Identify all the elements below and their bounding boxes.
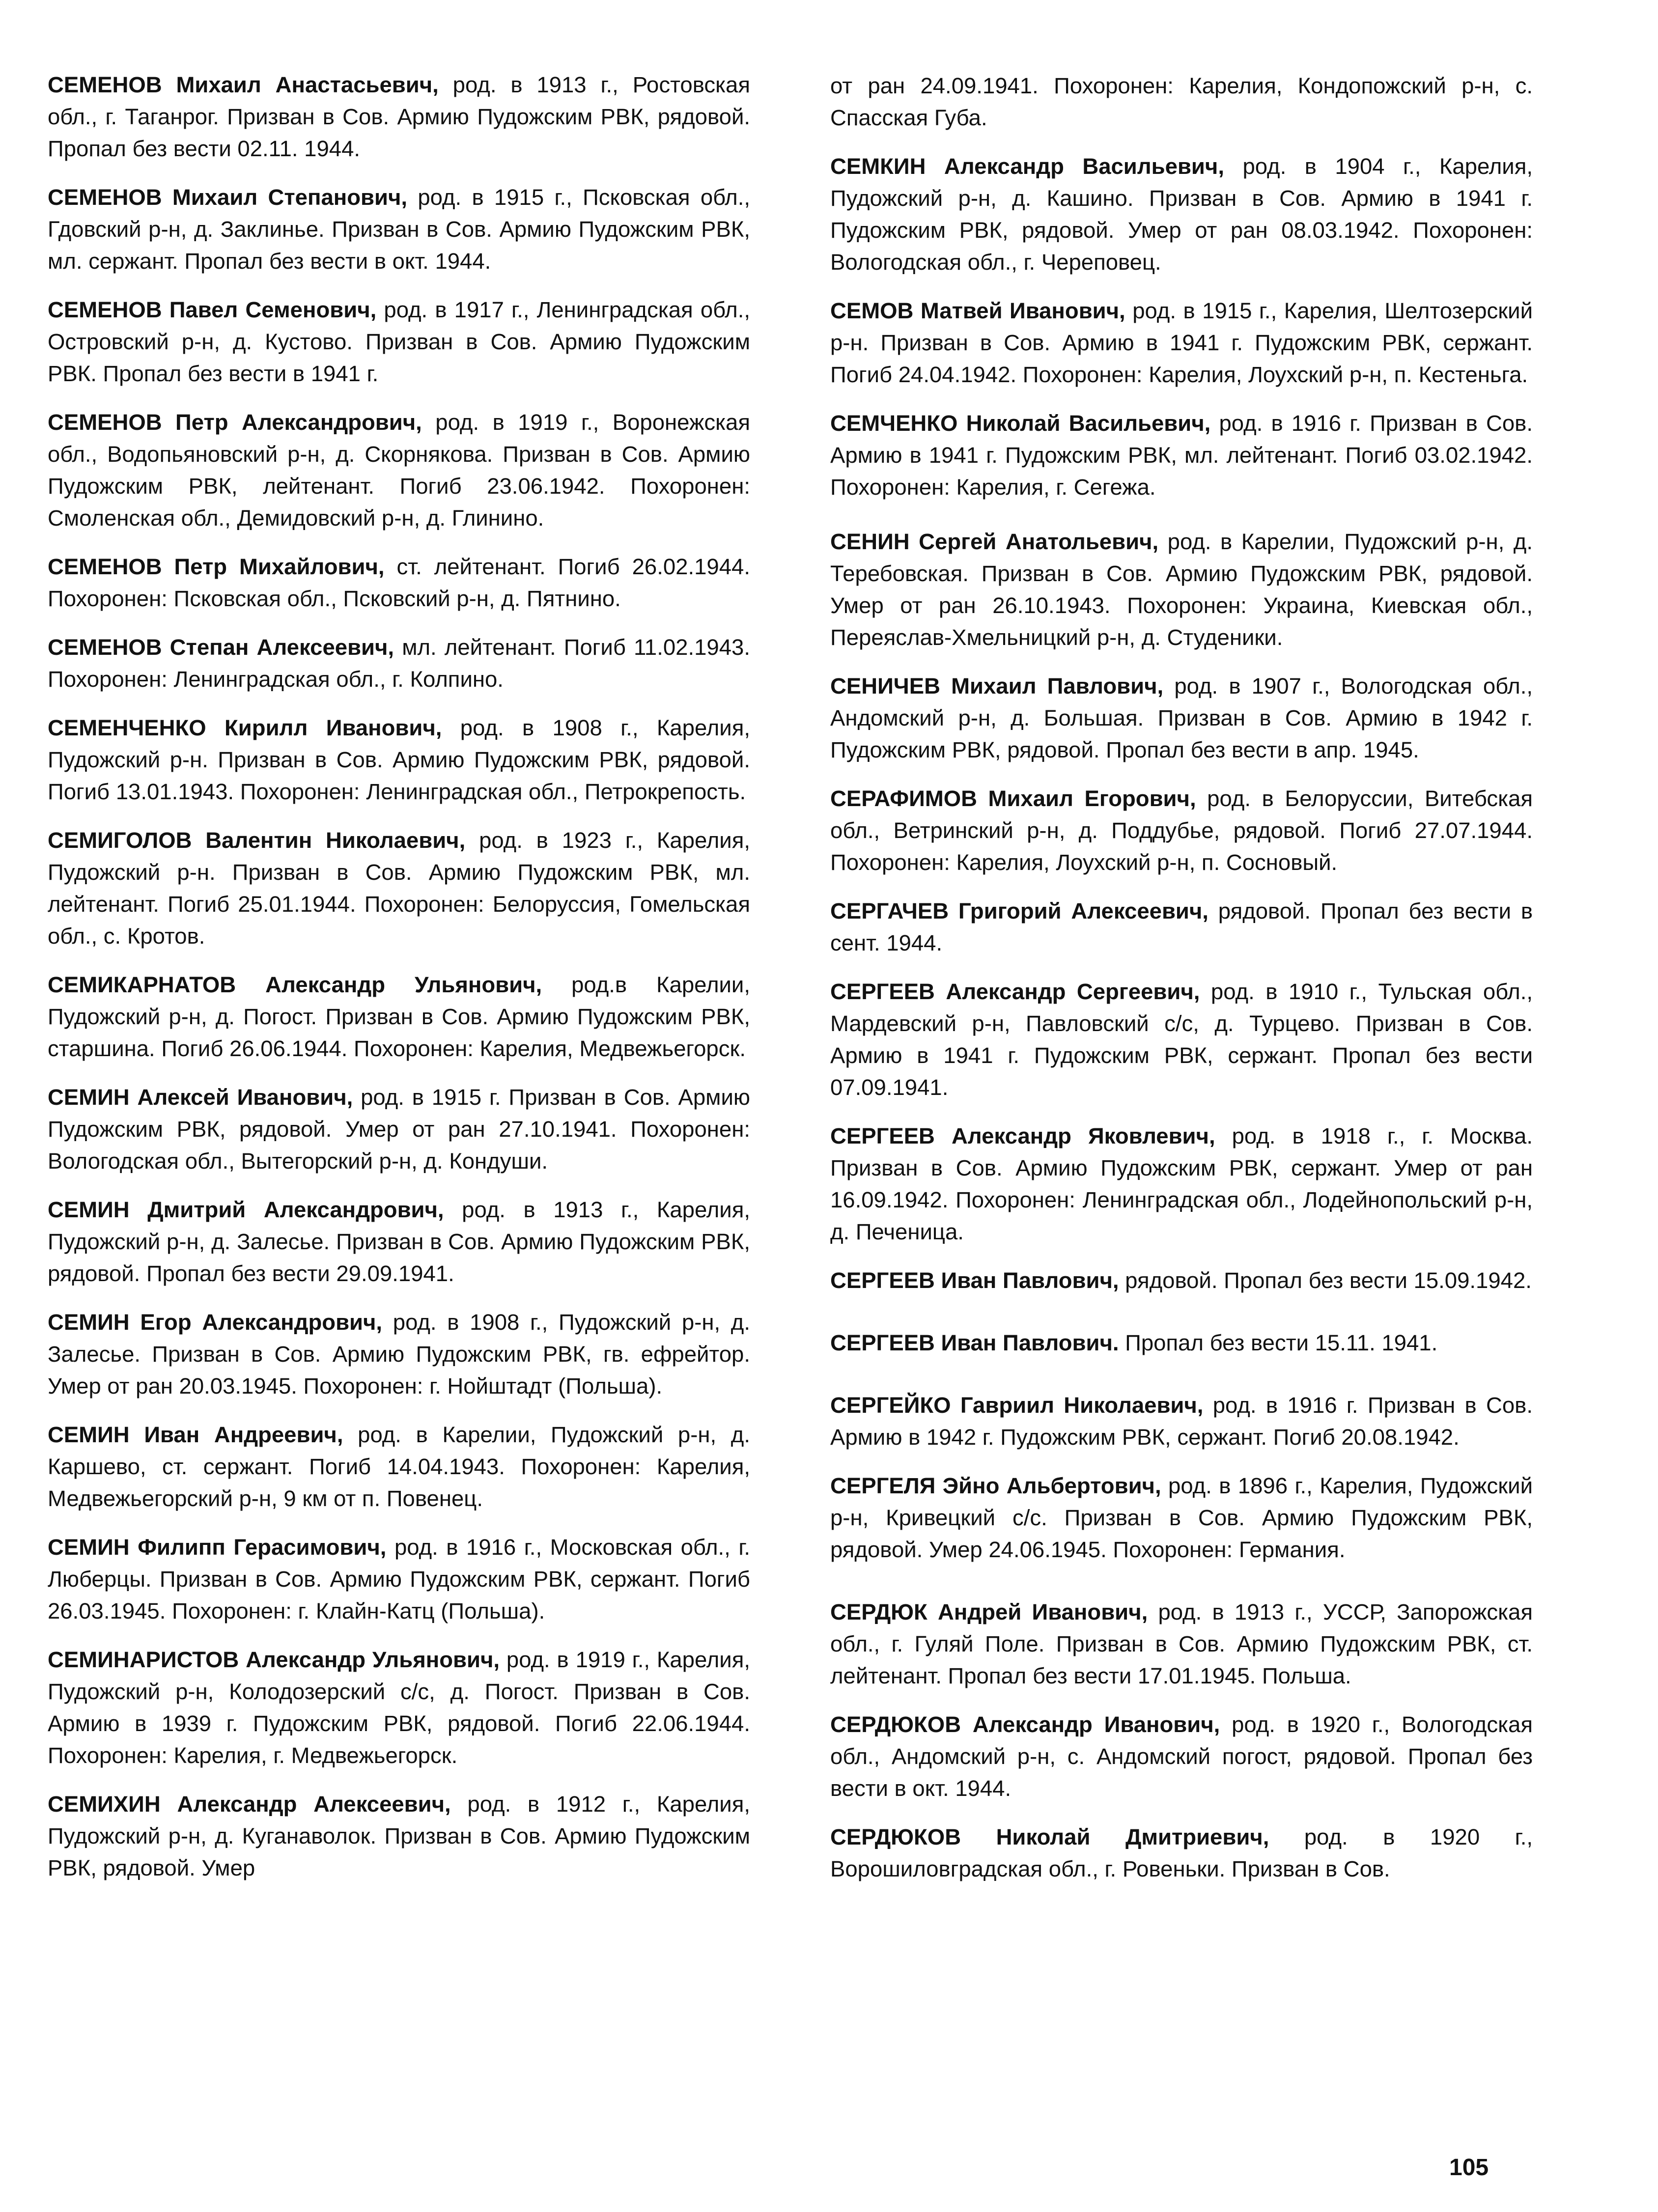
entry-text: род. в 1916 г., Московская обл., г. Люберцы. Призван в Сов. Армию Пудожским РВК, сержант. Погиб 26.03.1945. Похоронен: г. Клайн-Катц (Польша). — [48, 1535, 750, 1624]
entry-name: СЕМИН Алексей Иванович, — [48, 1085, 353, 1110]
right-column — [830, 70, 1533, 1902]
entry-text: род. в Карелии, Пудожский р-н, д. Теребовская. Призван в Сов. Армию Пудожским РВК, рядовой. Умер от ран 26.10.1943. Похоронен: Украина, Киевская обл., Переяслав-Хмельницкий р-н, д. Студеники. — [830, 529, 1533, 650]
entry-name: СЕМИГОЛОВ Валентин Николаевич, — [48, 828, 466, 853]
entry-name: СЕНИН Сергей Анатольевич, — [830, 529, 1159, 554]
left-column — [48, 69, 750, 1901]
entry-name: СЕРГЕЕВ Иван Павлович. — [830, 1330, 1119, 1355]
entry-text: род. в 1912 г., Карелия, Пудожский р-н, д. Куганаволок. Призван в Сов. Армию Пудожским РВК, рядовой. Умер — [48, 1792, 750, 1880]
entry — [48, 1531, 750, 1627]
entry — [830, 976, 1533, 1103]
entry-text: род. в 1910 г., Тульская обл., Мардевский р-н, Павловский с/с, д. Турцево. Призван в Сов. Армию в 1941 г. Пудожским РВК, сержант. Пропал без вести 07.09.1941. — [830, 979, 1533, 1100]
entry — [830, 1821, 1533, 1885]
entry — [48, 1644, 750, 1771]
entry — [830, 1596, 1533, 1692]
entry-text: род. в Карелии, Пудожский р-н, д. Каршево, ст. сержант. Погиб 14.04.1943. Похоронен: Карелия, Медвежьегорский р-н, 9 км от п. Повенец. — [48, 1422, 750, 1511]
entry-name: СЕМЕНОВ Михаил Степанович, — [48, 185, 408, 210]
entry-name: СЕРДЮКОВ Николай Дмитриевич, — [830, 1824, 1269, 1849]
entry — [48, 69, 750, 165]
entry-text: род. в 1908 г., Карелия, Пудожский р-н. Призван в Сов. Армию Пудожским РВК, рядовой. Погиб 13.01.1943. Похоронен: Ленинградская обл., Петрокрепость. — [48, 715, 750, 804]
entry — [48, 294, 750, 390]
entry — [830, 783, 1533, 878]
entry-text: род. в 1908 г., Пудожский р-н, д. Залесье. Призван в Сов. Армию Пудожским РВК, гв. ефрейтор. Умер от ран 20.03.1945. Похоронен: г. Нойштадт (Польша). — [48, 1310, 750, 1399]
entry-name: СЕМИН Филипп Герасимович, — [48, 1535, 387, 1560]
entry-text: род. в 1907 г., Вологодская обл., Андомский р-н, д. Большая. Призван в Сов. Армию в 1942 г. Пудожским РВК, рядовой. Пропал без вести в апр. 1945. — [830, 673, 1533, 762]
entry-text: род. в 1913 г., УССР, Запорожская обл., г. Гуляй Поле. Призван в Сов. Армию Пудожским РВК, ст. лейтенант. Пропал без вести 17.01.1945. Польша. — [830, 1599, 1533, 1688]
entry-text: род. в 1918 г., г. Москва. Призван в Сов. Армию Пудожским РВК, сержант. Умер от ран 16.09.1942. Похоронен: Ленинградская обл., Лодейнопольский р-н, д. Печеница. — [830, 1123, 1533, 1244]
entry — [830, 895, 1533, 959]
entry-text: род. в 1916 г. Призван в Сов. Армию в 1942 г. Пудожским РВК, сержант. Погиб 20.08.1942. — [830, 1393, 1533, 1450]
entry-text: род. в 1904 г., Карелия, Пудожский р-н, д. Кашино. Призван в Сов. Армию в 1941 г. Пудожским РВК, рядовой. Умер от ран 08.03.1942. Похоронен: Вологодская обл., г. Череповец. — [830, 154, 1533, 275]
entry-text: Пропал без вести 15.11. 1941. — [1119, 1330, 1438, 1355]
entry-text: от ран 24.09.1941. Похоронен: Карелия, Кондопожский р-н, с. Спасская Губа. — [830, 73, 1533, 130]
entry-name: СЕМИКАРНАТОВ Александр Ульянович, — [48, 972, 542, 997]
page-number: 105 — [1449, 2155, 1489, 2181]
entry-text: род. в 1915 г., Карелия, Шелтозерский р-н. Призван в Сов. Армию в 1941 г. Пудожским РВК, сержант. Погиб 24.04.1942. Похоронен: Карелия, Лоухский р-н, п. Кестеньга. — [830, 298, 1533, 387]
entry-text: ст. лейтенант. Погиб 26.02.1944. Похоронен: Псковская обл., Псковский р-н, д. Пятнино. — [48, 554, 750, 611]
entry-name: СЕНИЧЕВ Михаил Павлович, — [830, 673, 1164, 699]
entry — [48, 1081, 750, 1177]
entry-text: род.в Карелии, Пудожский р-н, д. Погост. Призван в Сов. Армию Пудожским РВК, старшина. Погиб 26.06.1944. Похоронен: Карелия, Медвежьегорск. — [48, 972, 750, 1061]
entry-text: род. в 1919 г., Воронежская обл., Водопьяновский р-н, д. Скорнякова. Призван в Сов. Армию Пудожским РВК, лейтенант. Погиб 23.06.1942. Похоронен: Смоленская обл., Демидовский р-н, д. Глинино. — [48, 410, 750, 531]
entry-name: СЕМЕНОВ Павел Семенович, — [48, 297, 377, 322]
entry-text: род. в 1919 г., Карелия, Пудожский р-н, Колодозерский с/с, д. Погост. Призван в Сов. Армию в 1939 г. Пудожским РВК, рядовой. Погиб 22.06.1944. Похоронен: Карелия, г. Медвежьегорск. — [48, 1647, 750, 1768]
entry-text: род. в 1923 г., Карелия, Пудожский р-н. Призван в Сов. Армию Пудожским РВК, мл. лейтенант. Погиб 25.01.1944. Похоронен: Белоруссия, Гомельская обл., с. Кротов. — [48, 828, 750, 949]
entry — [48, 969, 750, 1064]
entry — [830, 1389, 1533, 1453]
entry — [48, 631, 750, 695]
entry-text: род. в 1917 г., Ленинградская обл., Островский р-н, д. Кустово. Призван в Сов. Армию Пудожским РВК. Пропал без вести в 1941 г. — [48, 297, 750, 386]
entry-name: СЕРГЕЕВ Александр Сергеевич, — [830, 979, 1200, 1004]
entry — [830, 150, 1533, 278]
entry-name: СЕРГЕЙКО Гавриил Николаевич, — [830, 1393, 1204, 1418]
entry — [48, 712, 750, 808]
entry — [48, 1419, 750, 1514]
entry-name: СЕМОВ Матвей Иванович, — [830, 298, 1125, 323]
entry — [830, 1470, 1533, 1566]
entry-name: СЕРАФИМОВ Михаил Егорович, — [830, 786, 1196, 811]
entry-name: СЕРГЕЛЯ Эйно Альбертович, — [830, 1473, 1161, 1498]
entry — [830, 1708, 1533, 1804]
entry — [48, 1194, 750, 1289]
entry-name: СЕРГЕЕВ Александр Яковлевич, — [830, 1123, 1215, 1148]
entry-text: род. в 1916 г. Призван в Сов. Армию в 1941 г. Пудожским РВК, мл. лейтенант. Погиб 03.02.1942. Похоронен: Карелия, г. Сегежа. — [830, 411, 1533, 500]
entry-text: род. в 1913 г., Ростовская обл., г. Таганрог. Призван в Сов. Армию Пудожским РВК, рядовой. Пропал без вести 02.11. 1944. — [48, 72, 750, 161]
entry-name: СЕРГАЧЕВ Григорий Алексеевич, — [830, 898, 1208, 924]
entry — [830, 295, 1533, 391]
entry-name: СЕРГЕЕВ Иван Павлович, — [830, 1268, 1119, 1293]
entry — [48, 824, 750, 952]
entry-text: рядовой. Пропал без вести в сент. 1944. — [830, 898, 1533, 955]
entry-text: рядовой. Пропал без вести 15.09.1942. — [1119, 1268, 1532, 1293]
entry-name: СЕМЕНОВ Петр Александрович, — [48, 410, 422, 435]
entry-name: СЕРДЮКОВ Александр Иванович, — [830, 1712, 1220, 1737]
entry-name: СЕМЕНОВ Петр Михайлович, — [48, 554, 385, 579]
entry-text: мл. лейтенант. Погиб 11.02.1943. Похоронен: Ленинградская обл., г. Колпино. — [48, 635, 750, 692]
entry — [48, 181, 750, 277]
entry-name: СЕМКИН Александр Васильевич, — [830, 154, 1224, 179]
entry — [48, 1306, 750, 1402]
entry-continuation — [830, 70, 1533, 134]
entry-text: род. в 1896 г., Карелия, Пудожский р-н, Кривецкий с/с. Призван в Сов. Армию Пудожским РВК, рядовой. Умер 24.06.1945. Похоронен: Германия. — [830, 1473, 1533, 1562]
entry — [48, 1788, 750, 1884]
entry-name: СЕРДЮК Андрей Иванович, — [830, 1599, 1148, 1624]
entry-name: СЕМЕНОВ Михаил Анастасьевич, — [48, 72, 439, 97]
entry-name: СЕМИНАРИСТОВ Александр Ульянович, — [48, 1647, 500, 1672]
entry — [830, 1120, 1533, 1248]
entry-name: СЕМИН Егор Александрович, — [48, 1310, 383, 1335]
entry — [830, 1264, 1533, 1296]
entry-text: род. в 1915 г., Псковская обл., Гдовский р-н, д. Заклинье. Призван в Сов. Армию Пудожским РВК, мл. сержант. Пропал без вести в окт. 1944. — [48, 185, 750, 274]
entry-text: род. в 1920 г., Вологодская обл., Андомский р-н, с. Андомский погост, рядовой. Пропал без вести в окт. 1944. — [830, 1712, 1533, 1801]
entry — [48, 406, 750, 534]
entry-text: род. в Белоруссии, Витебская обл., Ветринский р-н, д. Поддубье, рядовой. Погиб 27.07.1944. Похоронен: Карелия, Лоухский р-н, п. Сосновый. — [830, 786, 1533, 875]
entry-name: СЕМЧЕНКО Николай Васильевич, — [830, 411, 1211, 436]
entry-name: СЕМЕНОВ Степан Алексеевич, — [48, 635, 394, 660]
entry — [830, 407, 1533, 503]
entry — [830, 526, 1533, 653]
entry-name: СЕМИН Иван Андреевич, — [48, 1422, 343, 1447]
entry-name: СЕМИХИН Александр Алексеевич, — [48, 1792, 451, 1817]
entry-text: род. в 1913 г., Карелия, Пудожский р-н, д. Залесье. Призван в Сов. Армию Пудожским РВК, рядовой. Пропал без вести 29.09.1941. — [48, 1197, 750, 1286]
entry-text: род. в 1915 г. Призван в Сов. Армию Пудожским РВК, рядовой. Умер от ран 27.10.1941. Похоронен: Вологодская обл., Вытегорский р-н, д. Кондуши. — [48, 1085, 750, 1174]
entry — [48, 551, 750, 615]
entry — [830, 670, 1533, 766]
entry-name: СЕМИН Дмитрий Александрович, — [48, 1197, 444, 1222]
entry-text: род. в 1920 г., Ворошиловградская обл., г. Ровеньки. Призван в Сов. — [830, 1824, 1533, 1881]
entry-name: СЕМЕНЧЕНКО Кирилл Иванович, — [48, 715, 442, 740]
entry — [830, 1327, 1533, 1359]
